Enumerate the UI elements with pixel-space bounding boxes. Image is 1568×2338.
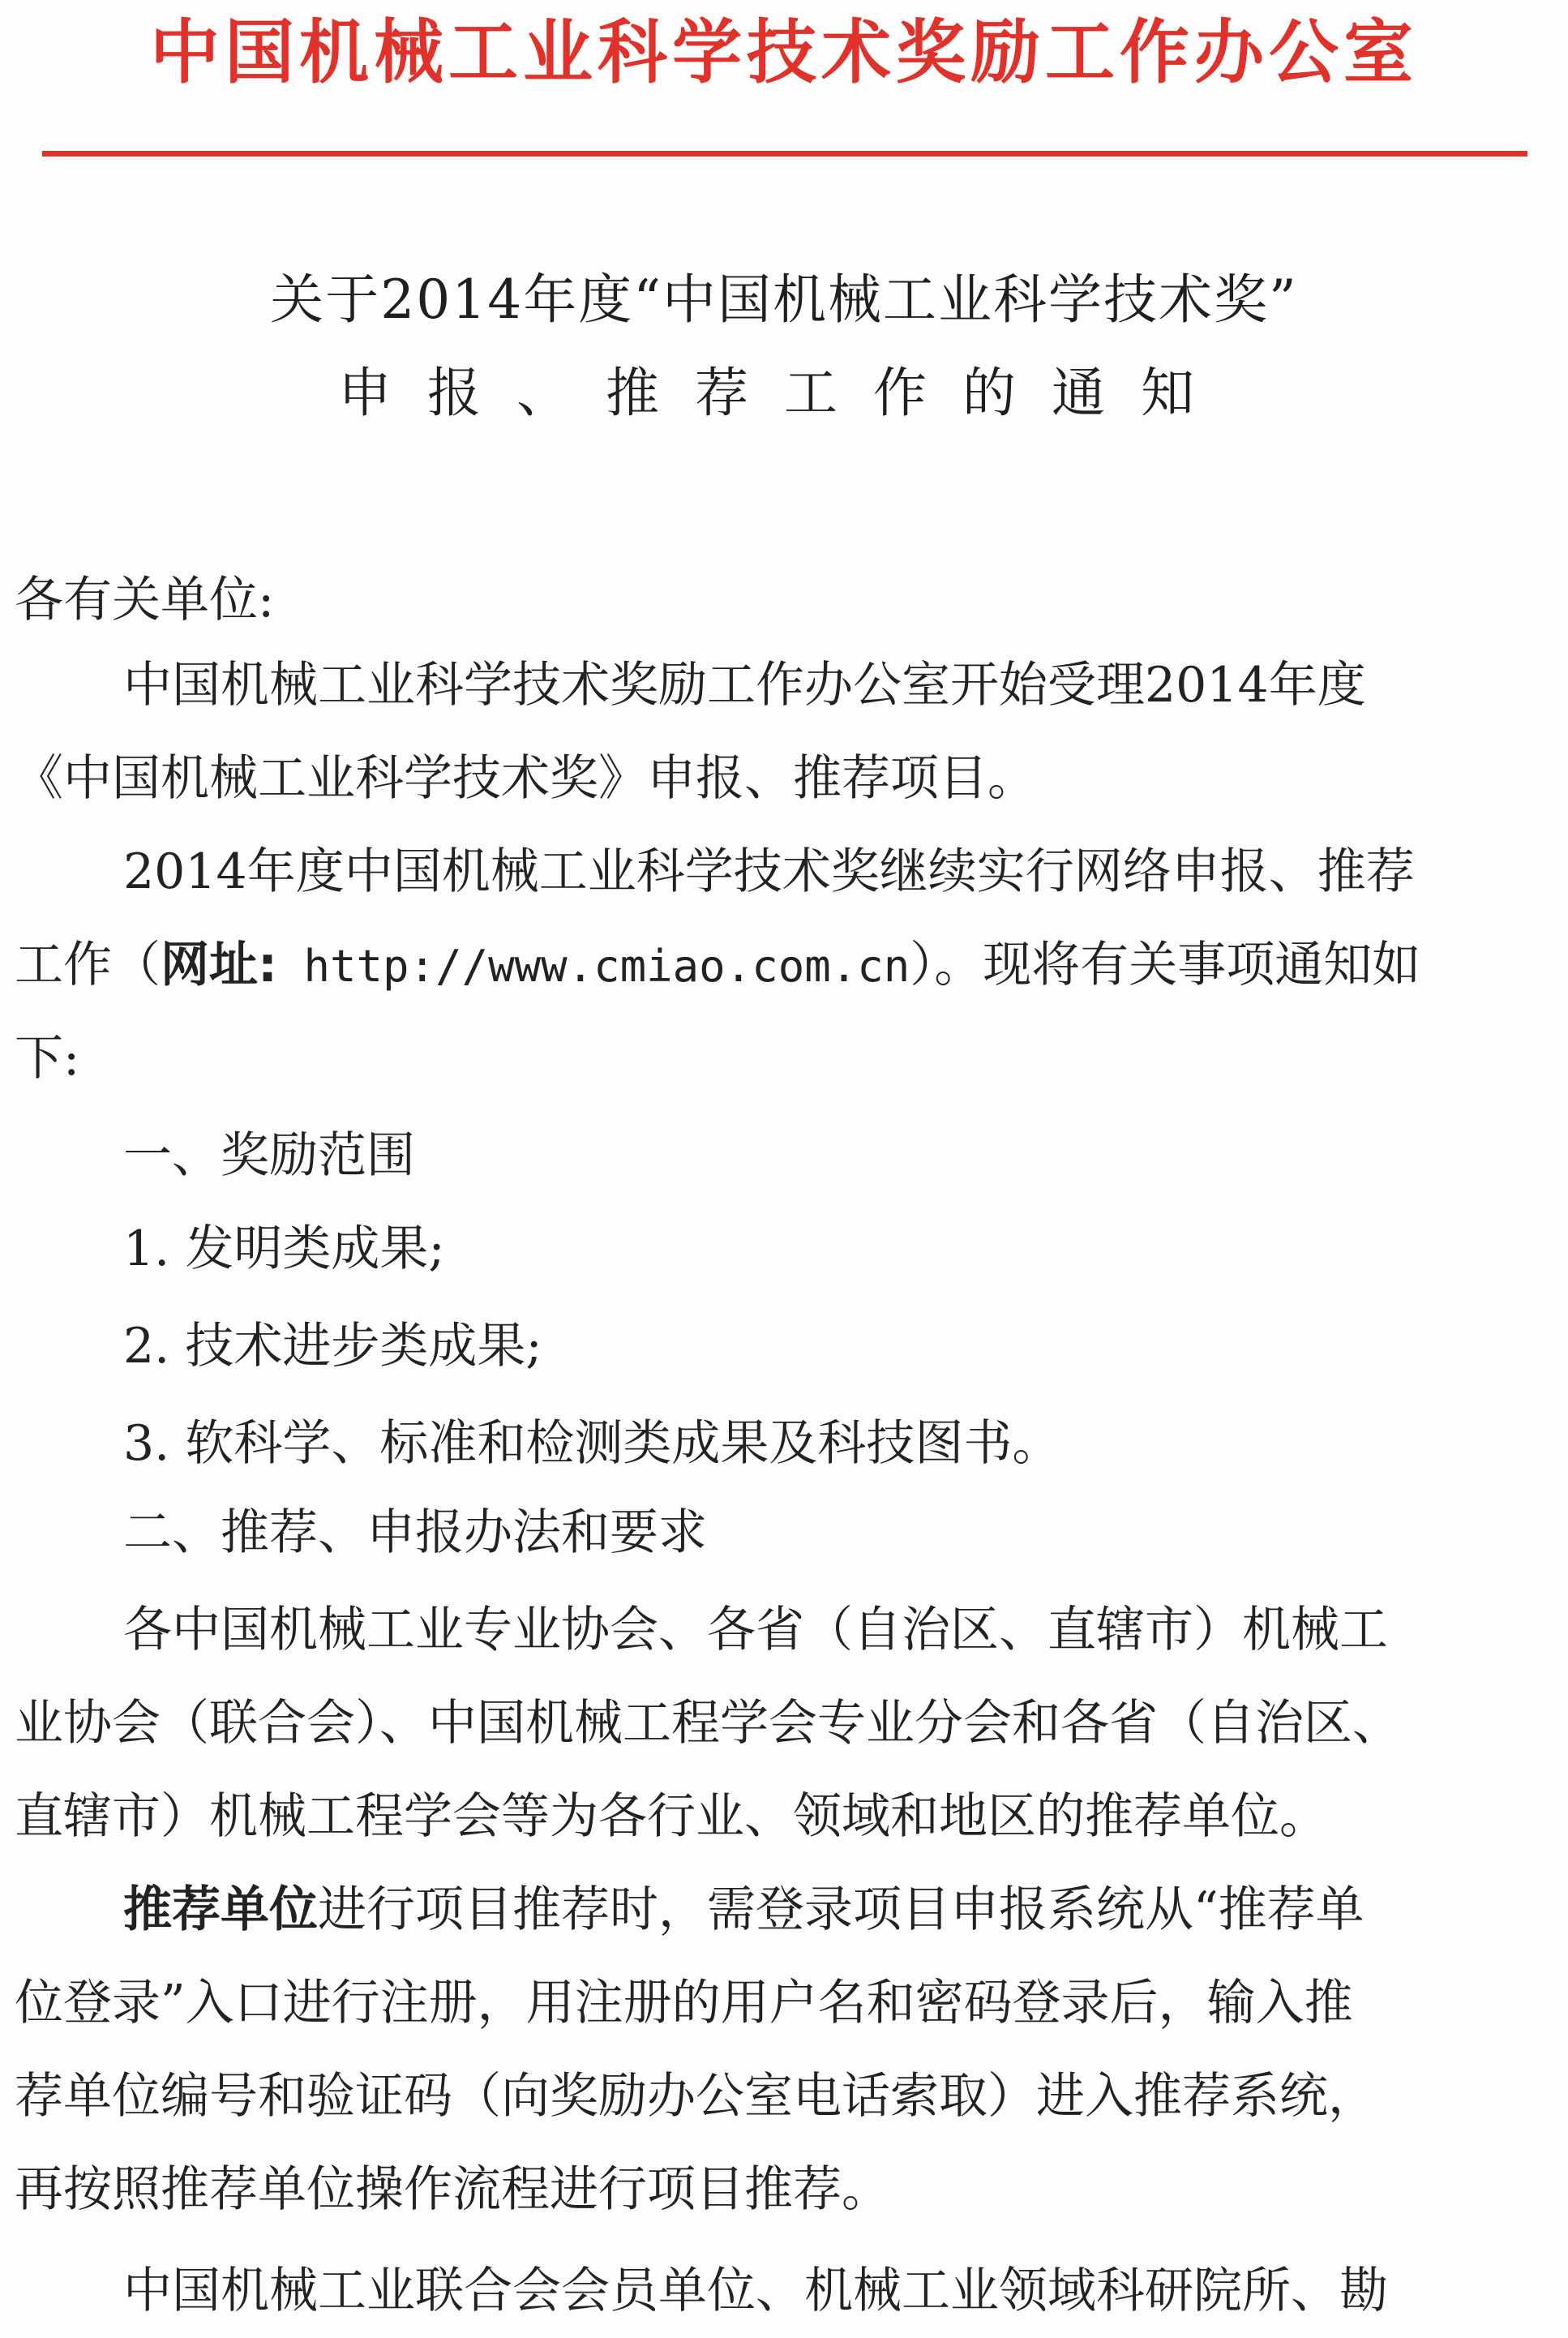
paragraph-4-line-1 xyxy=(123,1877,1365,1942)
paragraph-3-line-3: 直辖市）机械工程学会等为各行业、领域和地区的推荐单位。 xyxy=(15,1788,1328,1845)
notice-title-line-2: 申报、推荐工作的通知 xyxy=(338,362,1230,424)
notice-title-line-1: 关于2014年度“中国机械工业科学技术奖” xyxy=(270,268,1298,331)
paragraph-3-line-1: 各中国机械工业专业协会、各省（自治区、直辖市）机械工 xyxy=(123,1602,1388,1658)
scope-item-2: 2. 技术进步类成果; xyxy=(123,1318,542,1375)
paragraph-2-text-a: 工作（ xyxy=(15,937,161,993)
paragraph-4-line-1-rest: 进行项目推荐时，需登录项目申报系统从“推荐单 xyxy=(318,1881,1365,1938)
paragraph-4-line-4: 再按照推荐单位操作流程进行项目推荐。 xyxy=(15,2161,890,2218)
paragraph-2-line-2 xyxy=(15,933,1420,999)
recommending-unit-bold: 推荐单位 xyxy=(123,1881,318,1938)
paragraph-5-line-1: 中国机械工业联合会会员单位、机械工业领域科研院所、勘 xyxy=(123,2263,1388,2319)
paragraph-4-line-2: 位登录”入口进行注册，用注册的用户名和密码登录后，输入推 xyxy=(15,1975,1353,2031)
letterhead-org-name: 中国机械工业科学技术奖励工作办公室 xyxy=(150,12,1418,93)
paragraph-2-text-c: ）。现将有关事项通知如 xyxy=(910,937,1421,993)
paragraph-2-line-1: 2014年度中国机械工业科学技术奖继续实行网络申报、推荐 xyxy=(123,843,1415,900)
section-1-heading: 一、奖励范围 xyxy=(123,1127,415,1184)
salutation: 各有关单位: xyxy=(15,572,275,628)
paragraph-4-line-3: 荐单位编号和验证码（向奖励办公室电话索取）进入推荐系统， xyxy=(15,2068,1377,2125)
website-url: http://www.cmiao.com.cn xyxy=(277,941,910,992)
paragraph-3-line-2: 业协会（联合会）、中国机械工程学会专业分会和各省（自治区、 xyxy=(15,1695,1401,1752)
letterhead-red-rule xyxy=(42,151,1527,157)
website-label: 网址: xyxy=(161,937,277,993)
paragraph-1-line-1: 中国机械工业科学技术奖励工作办公室开始受理2014年度 xyxy=(123,657,1366,714)
section-2-heading: 二、推荐、申报办法和要求 xyxy=(123,1504,707,1561)
paragraph-1-line-2: 《中国机械工业科学技术奖》申报、推荐项目。 xyxy=(15,750,1036,807)
scope-item-3: 3. 软科学、标准和检测类成果及科技图书。 xyxy=(123,1415,1061,1472)
paragraph-2-line-3: 下: xyxy=(15,1030,80,1087)
scope-item-1: 1. 发明类成果; xyxy=(123,1220,445,1277)
